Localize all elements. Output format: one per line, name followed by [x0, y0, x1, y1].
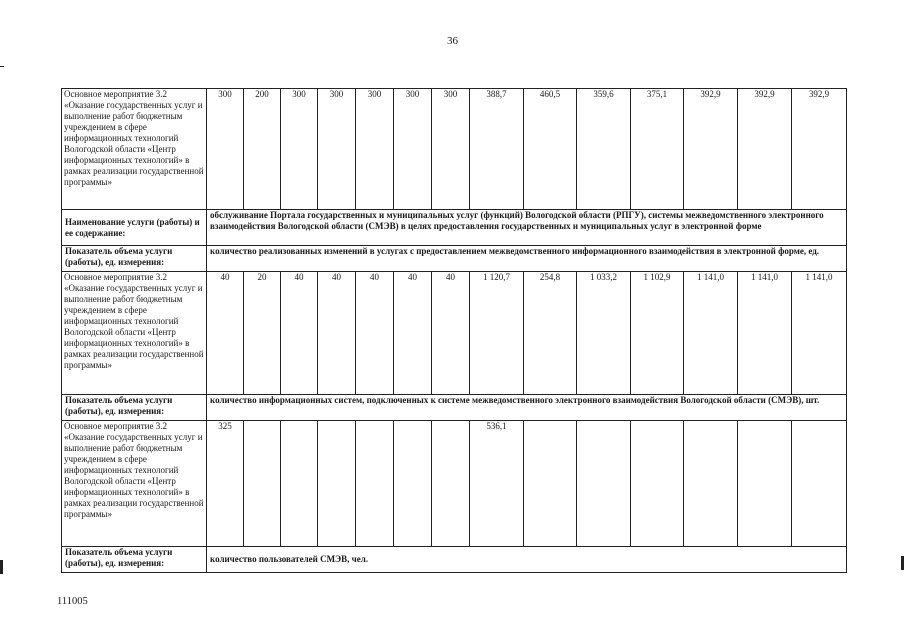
table-row: [62, 547, 847, 573]
value-cell: 375,1: [631, 89, 684, 210]
value-cell: 1 141,0: [738, 272, 792, 395]
value-cell: 392,9: [738, 89, 792, 210]
data-table: [61, 88, 847, 573]
value-cell: [792, 421, 847, 547]
activity-cell: Основное мероприятие 3.2 «Оказание государственных услуг и выполнение работ бюджетным учреждением в сфере информационных технологий Вологодской области «Центр информационных технологий» в рамках реализации государственной программы»: [62, 421, 207, 547]
value-cell: 200: [244, 89, 281, 210]
scan-edge-mark: [0, 560, 3, 574]
value-cell: [318, 421, 356, 547]
value-cell: [244, 421, 281, 547]
indicator-text: количество реализованных изменений в услугах с предоставлением межведомственного информационного взаимодействия в электронной форме, ед.: [207, 246, 847, 272]
value-cell: 40: [432, 272, 470, 395]
value-cell: 40: [356, 272, 394, 395]
value-cell: 300: [356, 89, 394, 210]
value-cell: 40: [281, 272, 318, 395]
indicator-label: Показатель объема услуги (работы), ед. измерения:: [62, 547, 207, 573]
value-cell: 359,6: [577, 89, 631, 210]
activity-cell: Основное мероприятие 3.2 «Оказание государственных услуг и выполнение работ бюджетным учреждением в сфере информационных технологий Вологодской области «Центр информационных технологий» в рамках реализации государственной программы»: [62, 272, 207, 395]
value-cell: 1 102,9: [631, 272, 684, 395]
page-number: 36: [447, 35, 458, 47]
indicator-label: Показатель объема услуги (работы), ед. измерения:: [62, 246, 207, 272]
value-cell: 392,9: [792, 89, 847, 210]
value-cell: 300: [394, 89, 432, 210]
value-cell: 1 033,2: [577, 272, 631, 395]
value-cell: [394, 421, 432, 547]
value-cell: [356, 421, 394, 547]
value-cell: 40: [394, 272, 432, 395]
value-cell: 325: [207, 421, 244, 547]
value-cell: 460,5: [524, 89, 577, 210]
value-cell: 300: [207, 89, 244, 210]
table-row: [62, 246, 847, 272]
value-cell: 254,8: [524, 272, 577, 395]
value-cell: 1 120,7: [470, 272, 524, 395]
table-row: [62, 421, 847, 547]
footer-code: 111005: [57, 596, 88, 607]
value-cell: [432, 421, 470, 547]
scan-edge-mark: [0, 66, 4, 67]
table-row: [62, 395, 847, 421]
value-cell: 300: [281, 89, 318, 210]
value-cell: 20: [244, 272, 281, 395]
value-cell: 1 141,0: [684, 272, 738, 395]
activity-cell: Основное мероприятие 3.2 «Оказание государственных услуг и выполнение работ бюджетным учреждением в сфере информационных технологий Вологодской области «Центр информационных технологий» в рамках реализации государственной программы»: [62, 89, 207, 210]
table-row: [62, 272, 847, 395]
value-cell: [281, 421, 318, 547]
value-cell: [524, 421, 577, 547]
value-cell: 392,9: [684, 89, 738, 210]
value-cell: 40: [318, 272, 356, 395]
table-row: [62, 89, 847, 210]
value-cell: [577, 421, 631, 547]
value-cell: 40: [207, 272, 244, 395]
scan-edge-mark: [901, 556, 904, 570]
indicator-text: количество пользователей СМЭВ, чел.: [207, 547, 847, 573]
service-name-text: обслуживание Портала государственных и муниципальных услуг (функций) Вологодской области (РПГУ), системы межведомственного электронного взаимодействия Вологодской области (СМЭВ) в целях предоставления государственных и муниципальных услуг в электронной форме: [207, 210, 847, 246]
value-cell: 300: [318, 89, 356, 210]
indicator-text: количество информационных систем, подключенных к системе межведомственного электронного взаимодействия Вологодской области (СМЭВ), шт.: [207, 395, 847, 421]
value-cell: 1 141,0: [792, 272, 847, 395]
value-cell: 536,1: [470, 421, 524, 547]
service-name-label: Наименование услуги (работы) и ее содержание:: [62, 210, 207, 246]
value-cell: [684, 421, 738, 547]
table-row: [62, 210, 847, 246]
value-cell: [631, 421, 684, 547]
value-cell: [738, 421, 792, 547]
value-cell: 300: [432, 89, 470, 210]
value-cell: 388,7: [470, 89, 524, 210]
indicator-label: Показатель объема услуги (работы), ед. измерения:: [62, 395, 207, 421]
